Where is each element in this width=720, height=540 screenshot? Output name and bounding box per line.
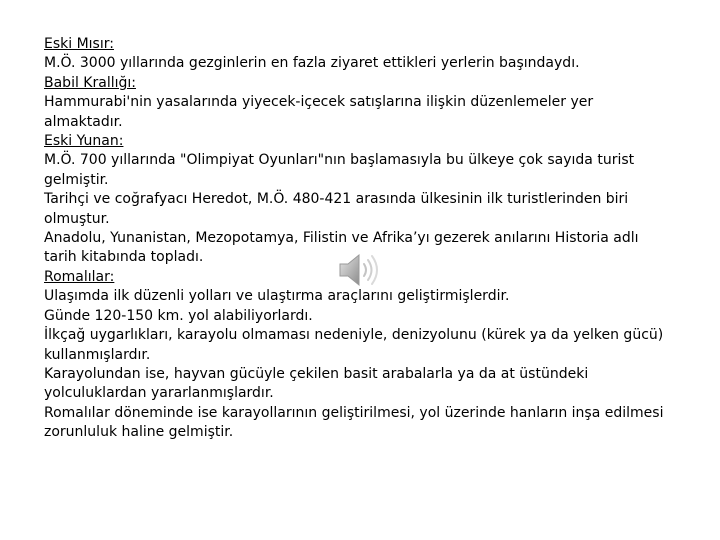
paragraph: Tarihçi ve coğrafyacı Heredot, M.Ö. 480-421 arasında ülkesinin ilk turistlerinden biri olmuştur. <box>44 191 629 227</box>
paragraph: M.Ö. 700 yıllarında "Olimpiyat Oyunları"nın başlamasıyla bu ülkeye çok sayıda turist gelmiştir. <box>44 152 635 188</box>
paragraph: Ulaşımda ilk düzenli yolları ve ulaştırma araçlarını geliştirmişlerdir. <box>44 288 510 305</box>
heading-eski-yunan: Eski Yunan: <box>44 133 124 150</box>
heading-eski-misir: Eski Mısır: <box>44 36 114 52</box>
paragraph: İlkçağ uygarlıkları, karayolu olmaması nedeniyle, denizyolunu (kürek ya da yelken gücü) kullanmışlardır. <box>44 327 664 363</box>
heading-romalilar: Romalılar: <box>44 268 115 285</box>
paragraph: Romalılar döneminde ise karayollarının geliştirilmesi, yol üzerinde hanların inşa edilmesi zorunluluk haline gelmiştir. <box>44 404 664 441</box>
slide-content <box>44 35 674 443</box>
paragraph: Karayolundan ise, hayvan gücüyle çekilen basit arabalarla ya da at üstündeki yolculuklardan yararlanmışlardır. <box>44 365 589 402</box>
speaker-icon[interactable] <box>337 250 383 290</box>
heading-babil-kralligi: Babil Krallığı: <box>44 74 136 91</box>
paragraph: Hammurabi'nin yasalarında yiyecek-içecek satışlarına ilişkin düzenlemeler yer almaktadır. <box>44 94 594 130</box>
paragraph: Anadolu, Yunanistan, Mezopotamya, Filistin ve Afrika’yı gezerek anılarını Historia adlı tarih kitabında topladı. <box>44 230 639 266</box>
paragraph: Günde 120-150 km. yol alabiliyorlardı. <box>44 307 313 324</box>
paragraph: M.Ö. 3000 yıllarında gezginlerin en fazla ziyaret ettikleri yerlerin başındaydı. <box>44 55 580 72</box>
